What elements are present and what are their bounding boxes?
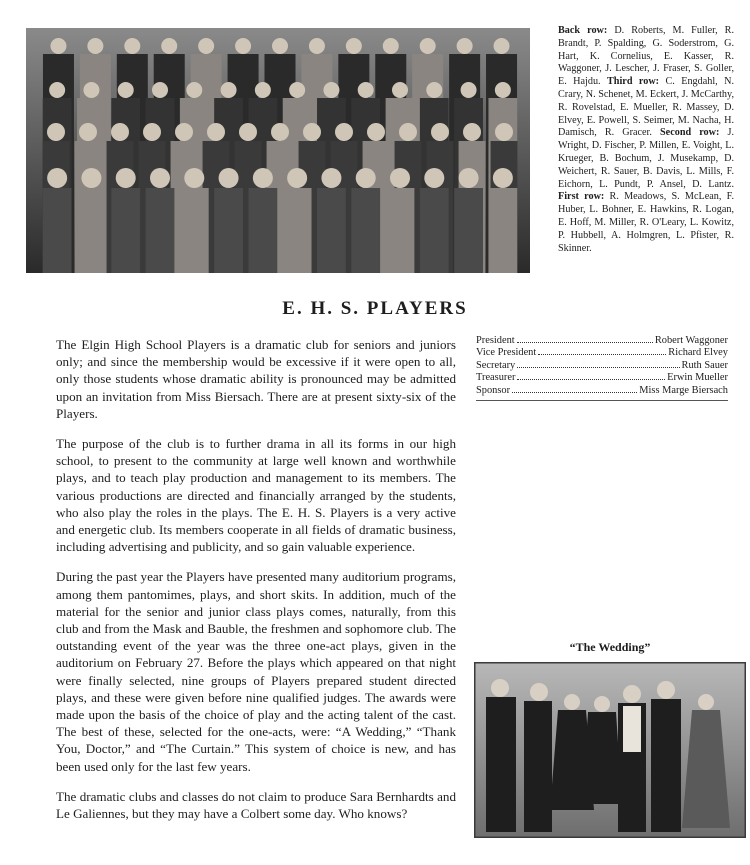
third-row-names: C. Engdahl, N. Crary, N. Schenet, M. Eckert, J. McCarthy, R. Rovelstad, E. Mueller, R. Massey, D. Elvey, E. Powell, S. Seimer, M. Nacha, H. Damisch, R. Gracer. [558, 76, 735, 139]
officer-name: Erwin Mueller [667, 372, 728, 384]
officer-role: Treasurer [476, 372, 516, 384]
paragraph: The dramatic clubs and classes do not claim to produce Sara Bernhardts and Le Galiennes, but they may have a Colbert some day. Who knows? [56, 788, 456, 822]
second-row-names: J. Wright, D. Fischer, P. Millen, E. Voight, L. Krueger, B. Bochum, J. Musekamp, D. Weichert, R. Sauer, B. Davis, L. Mills, F. Eichorn, L. Pundt, P. Ansel, D. Lantz. [558, 127, 734, 190]
paragraph: During the past year the Players have presented many auditorium programs, among them pantomimes, plays, and short skits. In addition, much of the material for the senior and junior class plays comes, naturally, from this club and from the Mask and Bauble, the freshmen and sophomore club. The outstanding event of the year was the three one-act plays, given in the auditorium on February 27. Before the plays which appeared on that night were finally selected, nine groups of Players prepared student directed plays, and these were given before nine qualified judges. The awards were made upon the basis of the choice of play and the acting talent of the cast. The best of these, selected for the one-acts, were: “A Wedding,” “Thank You, Doctor,” and “The Curtain.” This system of choice is new, and has been used only for the last few years. [56, 569, 456, 774]
officer-row [476, 385, 728, 397]
third-row-label: Third row: [607, 76, 660, 88]
back-row-names: D. Roberts, M. Fuller, R. Brandt, P. Spalding, G. Soderstrom, G. Hart, K. Cornelius, E. Kasser, R. Waggoner, J. Lescher, J. Fraser, S. Goller, E. Hajdu. [558, 25, 734, 88]
first-row-names: R. Meadows, S. McLean, F. Huber, L. Bohner, E. Hawkins, R. Logan, E. Hoff, M. Miller, R. O'Leary, L. Kowitz, P. Hubbell, A. Holmgren, L. Pfister, R. Skinner. [558, 191, 734, 254]
leader-dots [512, 392, 637, 393]
officer-role: Sponsor [476, 384, 511, 396]
officer-name: Ruth Sauer [681, 359, 728, 371]
officer-name: Miss Marge Biersach [639, 384, 728, 396]
officer-name: Richard Elvey [668, 347, 728, 359]
group-photo-caption [558, 25, 734, 255]
wedding-photo-image [474, 662, 746, 838]
back-row-label: Back row: [558, 25, 608, 36]
leader-dots [517, 367, 679, 368]
page-title: E. H. S. PLAYERS [282, 298, 468, 319]
group-photo-image [26, 28, 530, 273]
officer-row [476, 360, 728, 372]
officer-role: President [476, 335, 515, 346]
first-row-label: First row: [558, 191, 605, 203]
officer-role: Secretary [476, 359, 516, 371]
second-row-label: Second row: [660, 127, 720, 139]
article-body [56, 336, 456, 835]
officers-divider [476, 400, 728, 401]
officers-list [476, 335, 728, 397]
officer-row [476, 347, 728, 359]
officer-role: Vice President [476, 347, 537, 359]
leader-dots [517, 379, 665, 380]
officer-row [476, 335, 728, 347]
officer-name: Robert Waggoner [654, 335, 728, 346]
group-photo [26, 28, 530, 273]
paragraph: The purpose of the club is to further drama in all its forms in our high school, to present to the community at large well known and worthwhile plays, and to teach play production and management to its members. The various productions are directed and financially arranged by the students, who also play the roles in the plays. The E. H. S. Players is a very active and energetic club. Its members cooperate in all fields of dramatic business, including advertising and publicity, and so gain valuable experience. [56, 436, 456, 555]
paragraph: The Elgin High School Players is a dramatic club for seniors and juniors only; and since the membership would be excessive if it were open to all, only those students whose dramatic ability is pronounced may be admitted upon an invitation from Miss Biersach. There are at present sixty-six of the Players. [56, 337, 456, 421]
wedding-photo [474, 662, 746, 838]
officer-row [476, 372, 728, 384]
leader-dots [538, 354, 666, 355]
wedding-photo-caption: “The Wedding” [569, 640, 651, 654]
leader-dots [517, 342, 653, 343]
